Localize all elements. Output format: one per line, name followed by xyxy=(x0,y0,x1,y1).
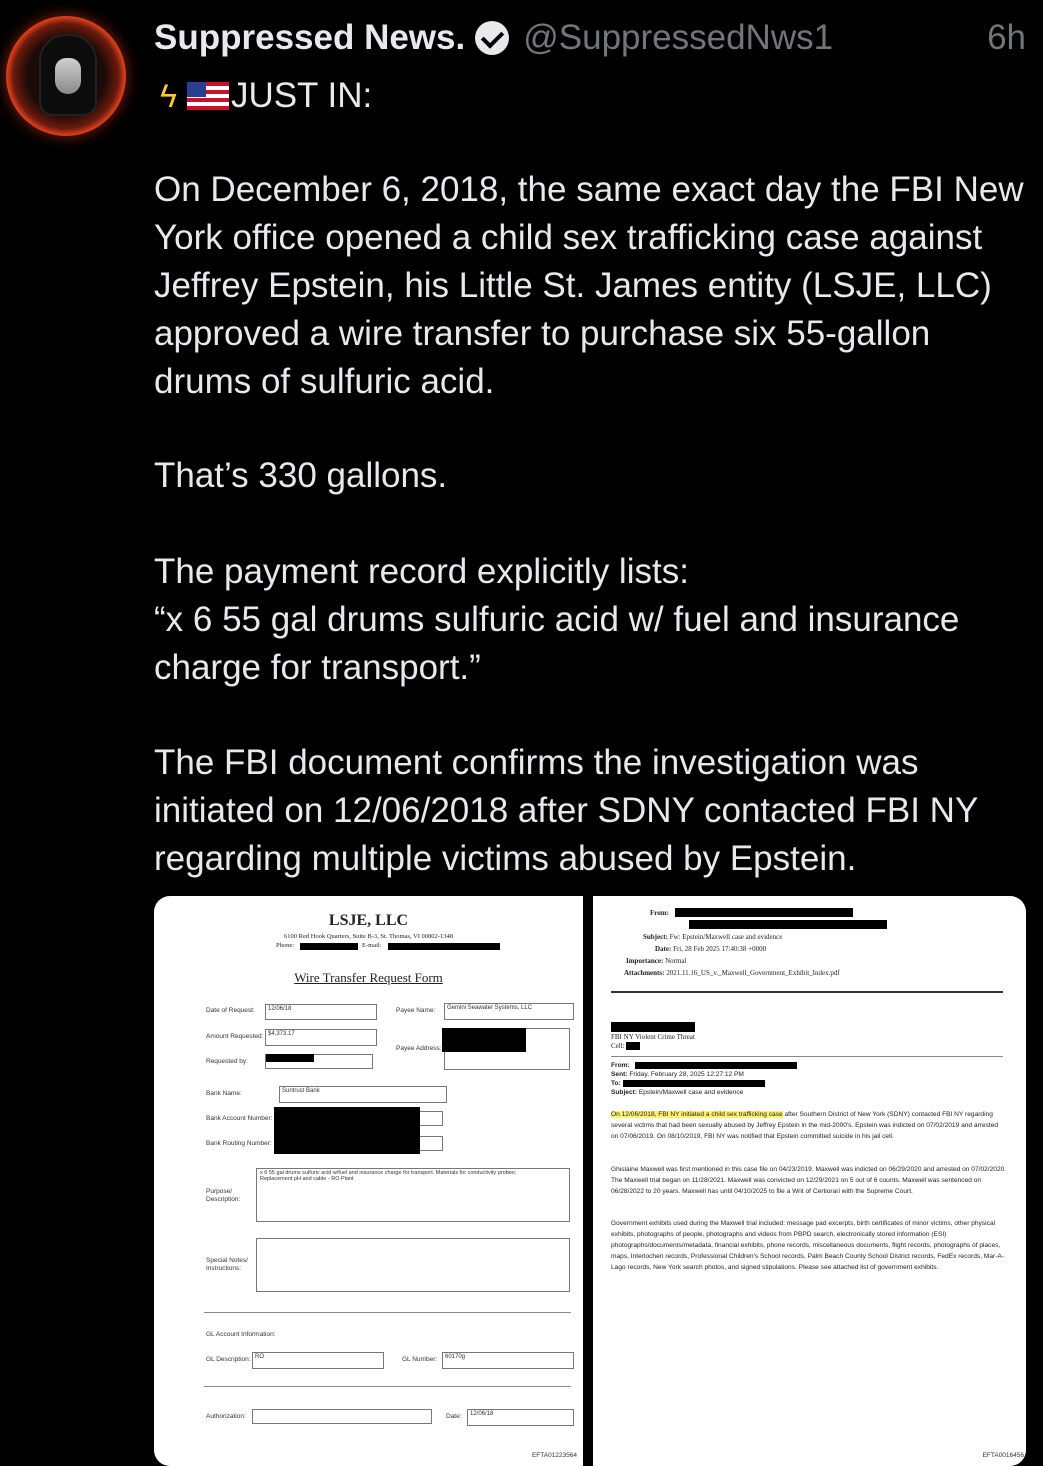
doc-footer-id: EFTA01223564 xyxy=(531,1452,577,1459)
purpose-text-1: x 6 55 gal drums sulfuric acid w/fuel and insurance charge for transport. Materials for conductivity probes; xyxy=(260,1170,517,1176)
post-paragraph-4: The FBI document confirms the investigation was initiated on 12/06/2018 after SDNY contacted FBI NY regarding multiple victims abused by Epstein. xyxy=(154,743,978,878)
payee-address-label: Payee Address: xyxy=(396,1045,442,1052)
redaction-block xyxy=(689,920,887,929)
gl-number-label: GL Number: xyxy=(402,1356,438,1363)
authorization-field xyxy=(252,1409,432,1424)
divider xyxy=(611,1056,1003,1057)
attachments-value: 2021.11.16_US_v._Maxwell_Government_Exhibit_Index.pdf xyxy=(666,969,840,977)
gl-number-field: 60170g xyxy=(442,1352,574,1369)
amount-requested-field: $4,373.17 xyxy=(265,1029,377,1046)
payee-name-field: Gemini Seawater Systems, LLC xyxy=(444,1003,574,1020)
redaction-block xyxy=(626,1042,640,1050)
redaction-block xyxy=(635,1062,797,1069)
doc-company-name: LSJE, LLC xyxy=(328,912,409,929)
email-importance xyxy=(626,957,686,965)
gl-account-label: GL Account Information: xyxy=(206,1331,276,1338)
divider xyxy=(204,1312,571,1313)
email-from-label: From: xyxy=(650,909,669,917)
us-flag-icon xyxy=(187,82,229,110)
post-time[interactable]: 6h xyxy=(987,18,1026,57)
payee-name-label: Payee Name: xyxy=(396,1007,436,1014)
post-headline xyxy=(160,72,372,120)
post-paragraph-3 xyxy=(154,548,1034,692)
subject2-label: Subject: xyxy=(611,1089,638,1096)
doc-email-label: E-mail: xyxy=(362,942,382,949)
date-label: Date: xyxy=(446,1413,462,1420)
post-paragraph-1: On December 6, 2018, the same exact day the FBI New York office opened a child sex trafficking case against Jeffrey Epstein, his Little St. James entity (LSJE, LLC) approved a wire transfer to purchase six 55-gallon drums of sulfuric acid. xyxy=(154,170,1024,401)
special-notes-label: Special Notes/ Instructions: xyxy=(206,1257,248,1272)
purpose-label: Purpose/ Description: xyxy=(206,1188,241,1203)
email-date xyxy=(655,945,766,953)
email-subject-2 xyxy=(611,1087,743,1098)
redaction-block xyxy=(388,943,500,950)
author-avatar[interactable] xyxy=(6,16,126,136)
date-of-request-field: 12/06/18 xyxy=(265,1004,377,1020)
post-header xyxy=(154,14,1034,62)
post-media[interactable] xyxy=(154,896,1026,1466)
headline-text: JUST IN: xyxy=(230,76,373,115)
date-value: Fri, 28 Feb 2025 17:40:38 +0000 xyxy=(673,945,767,953)
post-paragraph-3-line-1: The payment record explicitly lists: xyxy=(154,552,689,591)
to-label: To: xyxy=(611,1080,621,1087)
signature-line-2: Cell: xyxy=(611,1042,625,1050)
date-of-request-label: Date of Request: xyxy=(206,1007,255,1014)
purpose-text-2: Replacement pH and cable - RO Plant xyxy=(260,1176,354,1182)
doc-footer-id: EFTA0016456 xyxy=(982,1452,1024,1459)
redaction-block xyxy=(442,1028,526,1052)
bank-account-label: Bank Account Number: xyxy=(206,1115,273,1122)
date-field: 12/06/18 xyxy=(467,1409,574,1426)
gl-description-field: RO xyxy=(252,1352,384,1369)
email-body-paragraph-2: Ghislaine Maxwell was first mentioned in this case file on 04/23/2019. Maxwell was indicted on 06/29/2020 and arrested on 07/02/2020. The Maxwell trial began on 11/28/2021. Maxwell was convicted on 12/29/2021 on 5 out of 6 counts. Maxwell was sentenced on 06/28/2022 to 20 years. Maxwell has until 04/10/2025 to file a Writ of Certiorari with the Supreme Court. xyxy=(611,1166,1007,1195)
hooded-figure-image xyxy=(39,34,97,116)
wire-transfer-document[interactable] xyxy=(154,896,583,1466)
subject-value: Fw: Epstein/Maxwell case and evidence xyxy=(669,933,783,941)
attachments-label: Attachments: xyxy=(624,969,665,977)
divider xyxy=(204,1386,571,1387)
redaction-block xyxy=(300,943,358,950)
author-name[interactable]: Suppressed News. xyxy=(154,18,466,57)
authorization-label: Authorization: xyxy=(206,1413,246,1420)
importance-value: Normal xyxy=(665,957,687,965)
bank-name-label: Bank Name: xyxy=(206,1090,242,1097)
email-subject xyxy=(643,933,782,941)
bank-routing-label: Bank Routing Number: xyxy=(206,1140,272,1147)
redaction-block xyxy=(675,908,853,917)
highlighted-text: On 12/06/2018, FBI NY initiated a child sex trafficking case xyxy=(611,1111,783,1118)
subject2-value: Epstein/Maxwell case and evidence xyxy=(638,1089,744,1096)
importance-label: Importance: xyxy=(626,957,664,965)
verified-badge-icon xyxy=(475,21,509,55)
email-body-paragraph-1 xyxy=(611,1109,1007,1142)
sent-label: Sent: xyxy=(611,1071,628,1078)
signature-line-1: FBI NY Violent Crime Threat xyxy=(611,1033,695,1041)
redaction-block xyxy=(611,1022,695,1032)
email-sent xyxy=(611,1069,744,1080)
from2-label: From: xyxy=(611,1062,630,1069)
doc-phone-label: Phone: xyxy=(276,942,295,949)
sent-value: Friday, February 28, 2025 12:27:12 PM xyxy=(629,1071,744,1078)
purpose-field xyxy=(256,1168,570,1222)
fbi-email-document[interactable] xyxy=(593,896,1026,1466)
doc-form-title: Wire Transfer Request Form xyxy=(294,970,443,985)
email-attachments xyxy=(624,969,840,977)
divider xyxy=(611,991,1003,993)
gl-description-label: GL Description: xyxy=(206,1356,251,1363)
requested-by-label: Requested by: xyxy=(206,1058,248,1065)
date-label: Date: xyxy=(655,945,672,953)
redaction-block xyxy=(623,1080,765,1087)
bank-name-field: Suntrust Bank xyxy=(279,1086,447,1103)
body1-rest: after Southern District of New York (SDNY) contacted FBI NY regarding several victims that had been sexually abused by Jeffrey Epstein in the mid-2000's. Epstein was indicted on 07/02/2019 and arrested on 07/06/2019. On 08/10/2019, FBI NY was notified that Epstein committed suicide in his jail cell. xyxy=(611,1111,999,1140)
special-notes-field xyxy=(256,1238,570,1292)
lightning-bolt-icon: ϟ xyxy=(160,77,177,114)
post-paragraph-3-quote: “x 6 55 gal drums sulfuric acid w/ fuel and insurance charge for transport.” xyxy=(154,600,960,687)
redaction-block xyxy=(274,1107,420,1154)
subject-label: Subject: xyxy=(643,933,668,941)
author-handle[interactable]: @SuppressedNws1 xyxy=(523,18,834,57)
email-body-paragraph-3: Government exhibits used during the Maxwell trial included: message pad excerpts, birth certificates of minor victims, other physical exhibits, photographs of people, photographs and videos from PBPD search, electronically stored information (ESI) photographs/documents/metadata, financial exhibits, phone records, miscellaneous documents, flight records, photographs of places, maps, Interlochen records, Professional Children's School records, Palm Beach County School District records, FedEx records, Mar-A-Lago records, New York search photos, and signed stipulations. Please see attached list of government exhibits. xyxy=(611,1220,1005,1271)
post-paragraph-2: That’s 330 gallons. xyxy=(154,456,448,495)
amount-requested-label: Amount Requested: xyxy=(206,1033,264,1040)
redaction-block xyxy=(266,1054,314,1062)
doc-company-address: 6100 Red Hook Quarters, Suite B-3, St. Thomas, VI 00802-1348 xyxy=(284,933,453,940)
